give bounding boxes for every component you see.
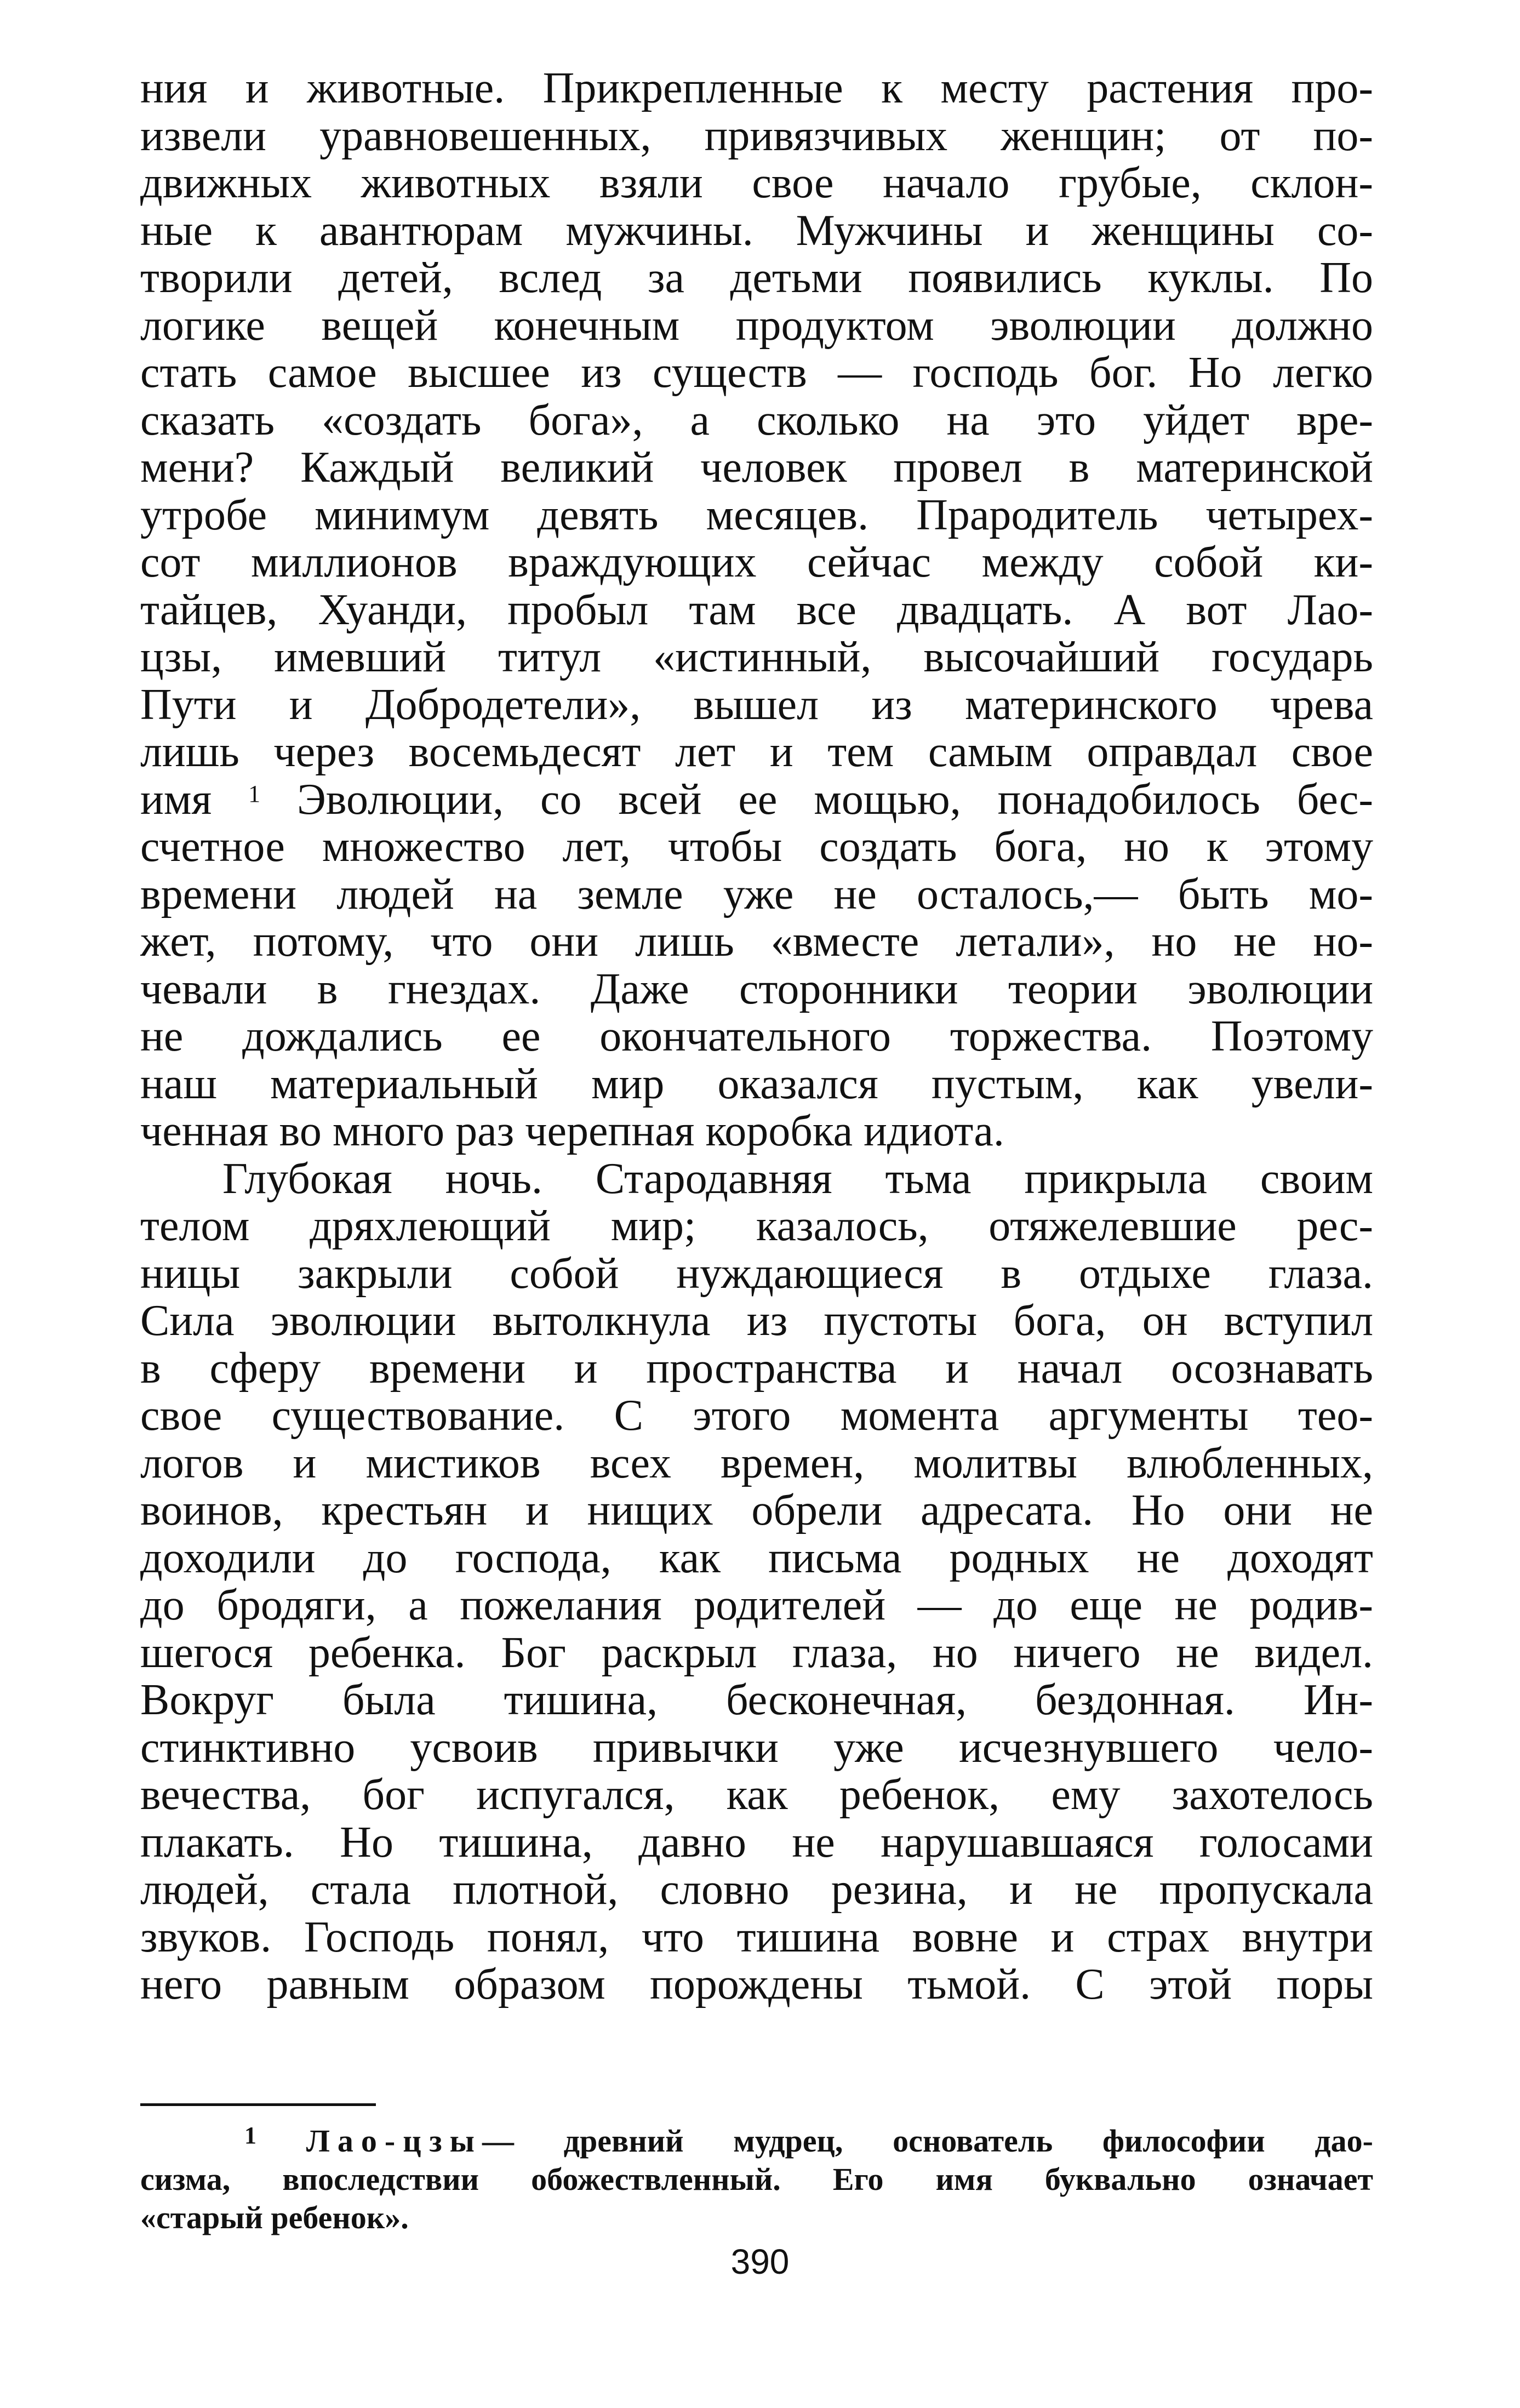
text-line: людей, стала плотной, словно резина, и не пропускала (140, 1866, 1373, 1914)
text-line: плакать. Но тишина, давно не нарушавшаяся голосами (140, 1818, 1373, 1866)
text-line: шегося ребенка. Бог раскрыл глаза, но ничего не видел. (140, 1629, 1373, 1676)
footnote-definition: — древний мудрец, основатель философии дао- (482, 2123, 1373, 2159)
text-line: утробе минимум девять месяцев. Прародитель четырех- (140, 491, 1373, 539)
text-line: счетное множество лет, чтобы создать бога, но к этому (140, 823, 1373, 871)
text-line: цзы, имевший титул «истинный, высочайший государь (140, 634, 1373, 681)
text-line: извели уравновешенных, привязчивых женщин; от по- (140, 112, 1373, 159)
page-number: 390 (730, 2242, 790, 2281)
text-line: до бродяги, а пожелания родителей — до еще не родив- (140, 1582, 1373, 1629)
text-line: жет, потому, что они лишь «вместе летали», но не но- (140, 918, 1373, 966)
text-line: не дождались ее окончательного торжества. Поэтому (140, 1013, 1373, 1060)
text-line: доходили до господа, как письма родных не доходят (140, 1534, 1373, 1582)
text-line: Пути и Добродетели», вышел из материнского чрева (140, 681, 1373, 728)
footnote-mark: 1 (244, 2122, 256, 2149)
footnote-divider (140, 2103, 376, 2106)
text-line: свое существование. С этого момента аргументы тео- (140, 1392, 1373, 1440)
text-line: логике вещей конечным продуктом эволюции должно (140, 301, 1373, 349)
text-line: логов и мистиков всех времен, молитвы влюбленных, (140, 1439, 1373, 1487)
text-line: стинктивно усвоив привычки уже исчезнувшего чело- (140, 1724, 1373, 1771)
line-end: Эволюции, со всей ее мощью, понадобилось бес- (296, 775, 1373, 823)
text-line: в сферу времени и пространства и начал осознавать (140, 1344, 1373, 1392)
footnote-line (140, 2122, 1373, 2160)
text-line: вечества, бог испугался, как ребенок, ему захотелось (140, 1771, 1373, 1819)
text-line-with-footnote (140, 776, 1373, 824)
text-line: движных животных взяли свое начало грубые, склон- (140, 159, 1373, 207)
text-line: наш материальный мир оказался пустым, как увели- (140, 1060, 1373, 1108)
text-line: творили детей, вслед за детьми появились куклы. По (140, 254, 1373, 302)
footnote-line: «старый ребенок». (140, 2200, 409, 2235)
footnote-reference[interactable]: 1 (248, 780, 261, 807)
footnote (140, 2122, 1373, 2237)
text-line: ницы закрыли собой нуждающиеся в отдыхе глаза. (140, 1249, 1373, 1297)
text-line: него равным образом порождены тьмой. С этой поры (140, 1961, 1373, 2008)
paragraph-first-line: Глубокая ночь. Стародавняя тьма прикрыла своим (222, 1155, 1373, 1202)
text-line: ния и животные. Прикрепленные к месту растения про- (140, 65, 1373, 112)
text-line: ные к авантюрам мужчины. Мужчины и женщины со- (140, 207, 1373, 254)
text-line: Сила эволюции вытолкнула из пустоты бога, он вступил (140, 1297, 1373, 1345)
text-line: тайцев, Хуанди, пробыл там все двадцать. А вот Лао- (140, 586, 1373, 634)
text-line: сот миллионов враждующих сейчас между собой ки- (140, 539, 1373, 586)
text-line: сказать «создать бога», а сколько на это уйдет вре- (140, 396, 1373, 444)
text-line: лишь через восемьдесят лет и тем самым оправдал свое (140, 728, 1373, 776)
text-line: времени людей на земле уже не осталось,— быть мо- (140, 870, 1373, 918)
text-line: звуков. Господь понял, что тишина вовне и страх внутри (140, 1913, 1373, 1961)
text-line: мени? Каждый великий человек провел в материнской (140, 444, 1373, 492)
main-text (140, 65, 1373, 2008)
text-line: стать самое высшее из существ — господь бог. Но легко (140, 349, 1373, 397)
text-line: ченная во много раз черепная коробка идиота. (140, 1108, 1004, 1155)
text-line: телом дряхлеющий мир; казалось, отяжелевшие рес- (140, 1202, 1373, 1250)
footnote-line: сизма, впоследствии обожествленный. Его имя буквально означает (140, 2161, 1373, 2197)
text-line: Вокруг была тишина, бесконечная, бездонная. Ин- (140, 1676, 1373, 1724)
line-start: имя (140, 775, 212, 823)
footnote-term: Лао-цзы (306, 2123, 482, 2159)
text-line: воинов, крестьян и нищих обрели адресата. Но они не (140, 1487, 1373, 1534)
text-line: чевали в гнездах. Даже сторонники теории эволюции (140, 965, 1373, 1013)
